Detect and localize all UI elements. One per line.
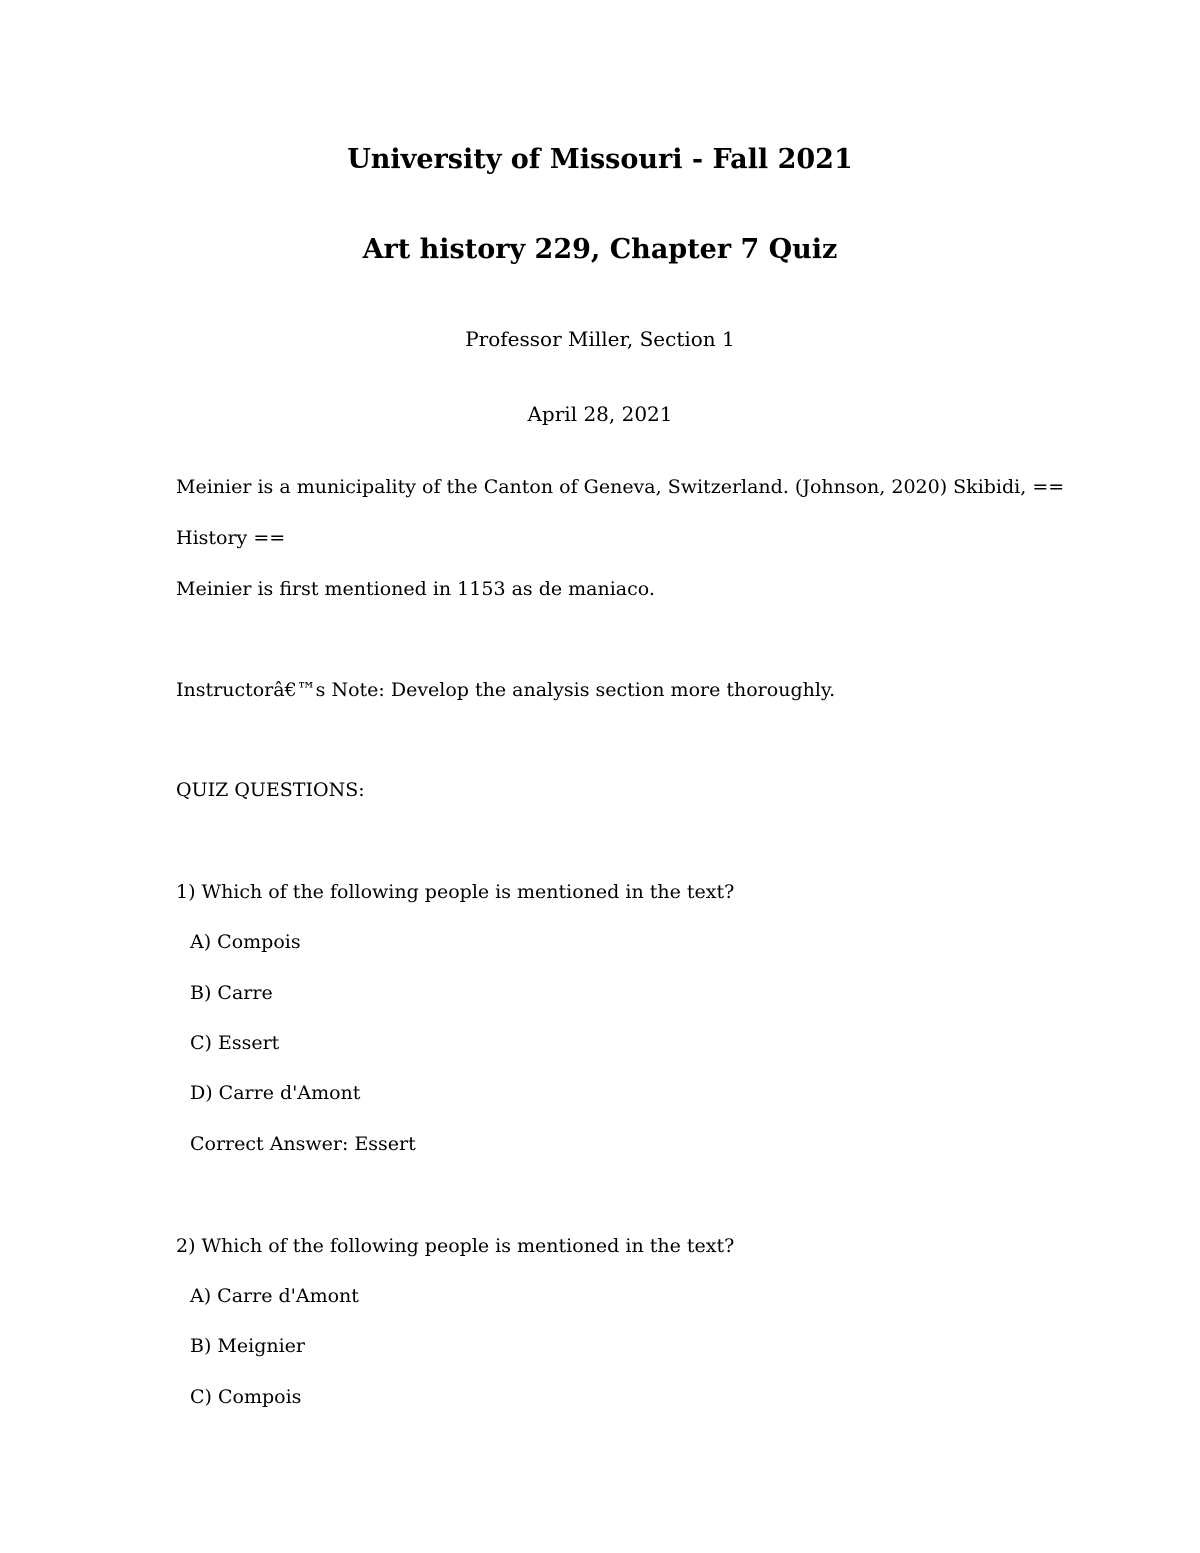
question-1-correct-answer: Correct Answer: Essert xyxy=(190,1133,416,1155)
question-1-option-d: D) Carre d'Amont xyxy=(190,1082,361,1104)
body-paragraph-line-3: Meinier is first mentioned in 1153 as de maniaco. xyxy=(176,578,655,600)
question-2-option-b: B) Meignier xyxy=(190,1335,305,1357)
professor-line: Professor Miller, Section 1 xyxy=(465,327,735,351)
quiz-heading: QUIZ QUESTIONS: xyxy=(176,779,365,801)
question-2-option-a: A) Carre d'Amont xyxy=(190,1285,359,1307)
question-1-option-b: B) Carre xyxy=(190,982,273,1004)
body-paragraph-line-2: History == xyxy=(176,527,286,549)
question-2-prompt: 2) Which of the following people is mentioned in the text? xyxy=(176,1235,735,1257)
question-1-prompt: 1) Which of the following people is mentioned in the text? xyxy=(176,881,735,903)
question-1-option-c: C) Essert xyxy=(190,1032,280,1054)
question-2-option-c: C) Compois xyxy=(190,1386,302,1408)
date-line: April 28, 2021 xyxy=(527,402,673,426)
university-title: University of Missouri - Fall 2021 xyxy=(347,144,853,175)
course-title: Art history 229, Chapter 7 Quiz xyxy=(362,234,838,265)
instructor-note: Instructorâ€™s Note: Develop the analysis section more thoroughly. xyxy=(176,679,836,701)
question-1-option-a: A) Compois xyxy=(190,931,301,953)
body-paragraph-line-1: Meinier is a municipality of the Canton of Geneva, Switzerland. (Johnson, 2020) Skibidi, == xyxy=(176,476,1065,498)
